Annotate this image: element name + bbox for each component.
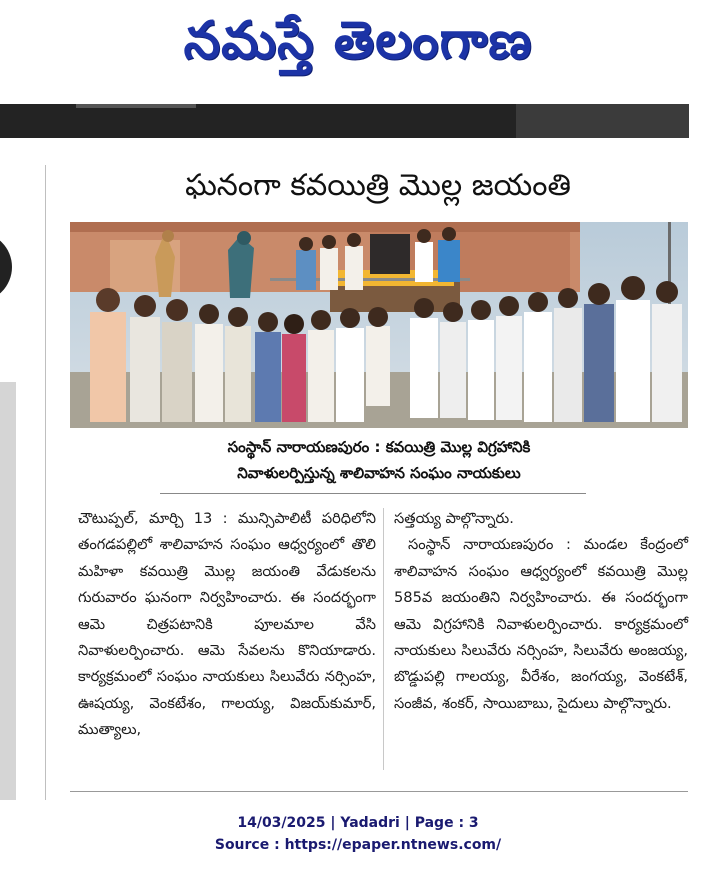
adjacent-clipping-gray bbox=[0, 382, 16, 800]
section-banner bbox=[0, 104, 689, 138]
caption-underline bbox=[160, 493, 586, 494]
caption-line-2: నివాళులర్పిస్తున్న శాలివాహన సంఘం నాయకులు bbox=[237, 464, 521, 482]
clipping-footer bbox=[0, 812, 716, 856]
caption-line-1: సంస్థాన్ నారాయణపురం : కవయిత్రి మొల్ల విగ్రహానికి bbox=[227, 438, 531, 456]
article-photo bbox=[70, 222, 688, 428]
newspaper-title: నమస్తే తెలంగాణ bbox=[183, 10, 533, 71]
column-right-paragraph-1: సత్తయ్య పాల్గొన్నారు. bbox=[394, 510, 514, 527]
footer-source: Source : https://epaper.ntnews.com/ bbox=[214, 837, 502, 853]
article-column-right bbox=[394, 506, 688, 717]
banner-dark-band bbox=[0, 104, 516, 138]
footer-date-edition: 14/03/2025 | Yadadri | Page : 3 bbox=[237, 815, 479, 831]
banner-light-band bbox=[516, 104, 689, 138]
article-column-left: చౌటుప్పల్, మార్చి 13 : మున్సిపాలిటీ పరిధిలోని తంగడపల్లిలో శాలివాహన సంఘం ఆధ్వర్యంలో తొలి మహిళా కవయిత్రి మొల్ల జయంతి వేడుకలను గురువారం ఘనంగా నిర్వహించారు. ఈ సందర్భంగా ఆమె చిత్రపటానికి పూలమాల వేసి నివాళులర్పించారు. ఆమె సేవలను కొనియాడారు. కార్యక్రమంలో సంఘం నాయకులు సిలువేరు నర్సింహ, ఊషయ్య, వెంకటేశం, గాలయ్య, విజయ్‌కుమార్, ముత్యాలు, bbox=[78, 510, 376, 739]
adjacent-clipping-edge bbox=[0, 232, 12, 302]
article-headline: ఘనంగా కవయిత్రి మొల్ల జయంతి bbox=[185, 168, 571, 203]
banner-tab bbox=[76, 104, 196, 108]
article-bottom-rule bbox=[70, 791, 688, 792]
photo-caption bbox=[70, 434, 688, 486]
masthead bbox=[0, 0, 716, 100]
column-right-paragraph-2: సంస్థాన్ నారాయణపురం : మండల కేంద్రంలో శాలివాహన సంఘం ఆధ్వర్యంలో కవయిత్రి మొల్ల 585వ జయంతిని నిర్వహించారు. ఈ సందర్భంగా ఆమె విగ్రహానికి నివాళులర్పించారు. కార్యక్రమంలో నాయకులు సిలువేరు నర్సింహ, సిలువేరు అంజయ్య, బొడ్డుపల్లి గాలయ్య, వీరేశం, జంగయ్య, వెంకటేశ్, సంజీవ, శంకర్, సాయిబాబు, సైదులు పాల్గొన్నారు. bbox=[394, 536, 688, 712]
column-rule-left bbox=[45, 165, 46, 800]
column-divider bbox=[383, 508, 384, 770]
